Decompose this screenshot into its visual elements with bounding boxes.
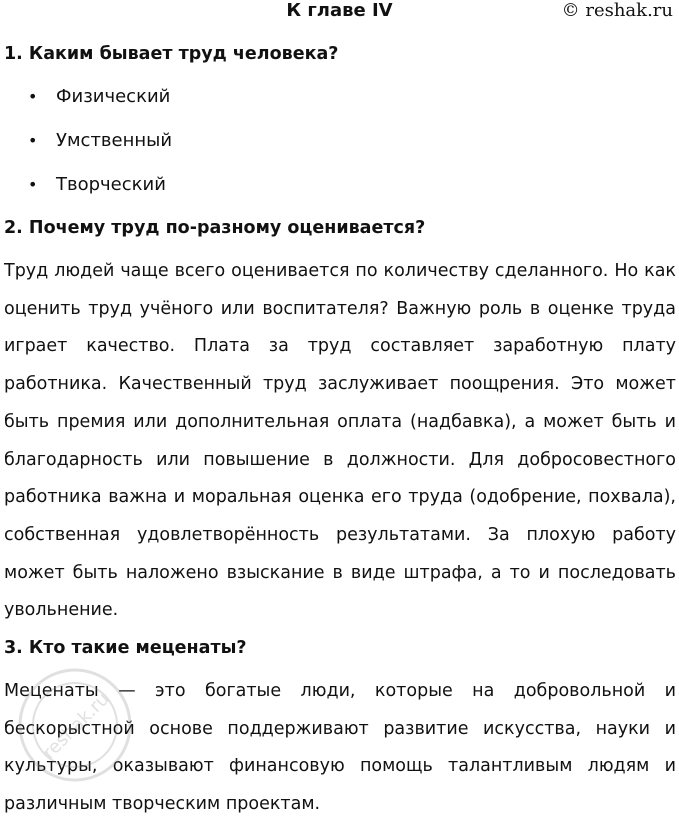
bullet-icon: • (28, 131, 38, 150)
answer-3-paragraph: Меценаты — это богатые люди, которые на добровольной и бескорыстной основе поддерживают развитие искусства, науки и культуры, оказывают финансовую помощь талантливым людям и различным творческим проектам. (4, 681, 676, 815)
bullet-icon: • (28, 175, 38, 194)
list-item (28, 173, 172, 197)
list-item-label: Умственный (56, 130, 173, 151)
list-item-label: Творческий (56, 174, 166, 195)
answer-2-paragraph: Труд людей чаще всего оценивается по количеству сделанного. Но как оценить труд учёного или воспитателя? Важную роль в оценке труда играет качество. Плата за труд составляет заработную плату работника. Качественный труд заслуживает поощрения. Это может быть премия или дополнительная оплата (надбавка), а может быть и благодарность или повышение в должности. Для добросовестного работника важна и моральная оценка его труда (одобрение, похвала), собственная удовлетворённость результатами. За плохую работу может быть наложено взыскание в виде штрафа, а то и последовать увольнение. (4, 261, 676, 621)
list-item (28, 129, 172, 153)
question-2-title: 2. Почему труд по-разному оценивается? (4, 218, 426, 238)
chapter-title: К главе IV (286, 0, 393, 21)
bullet-icon: • (28, 87, 38, 106)
list-item (28, 85, 172, 109)
labor-types-list (28, 85, 172, 217)
page-header (4, 0, 675, 22)
question-1-title: 1. Каким бывает труд человека? (4, 44, 339, 64)
copyright-notice: © reshak.ru (561, 0, 673, 21)
question-3-title: 3. Кто такие меценаты? (4, 638, 247, 658)
list-item-label: Физический (56, 86, 171, 107)
watermark-text: reshak.ru (38, 688, 114, 764)
